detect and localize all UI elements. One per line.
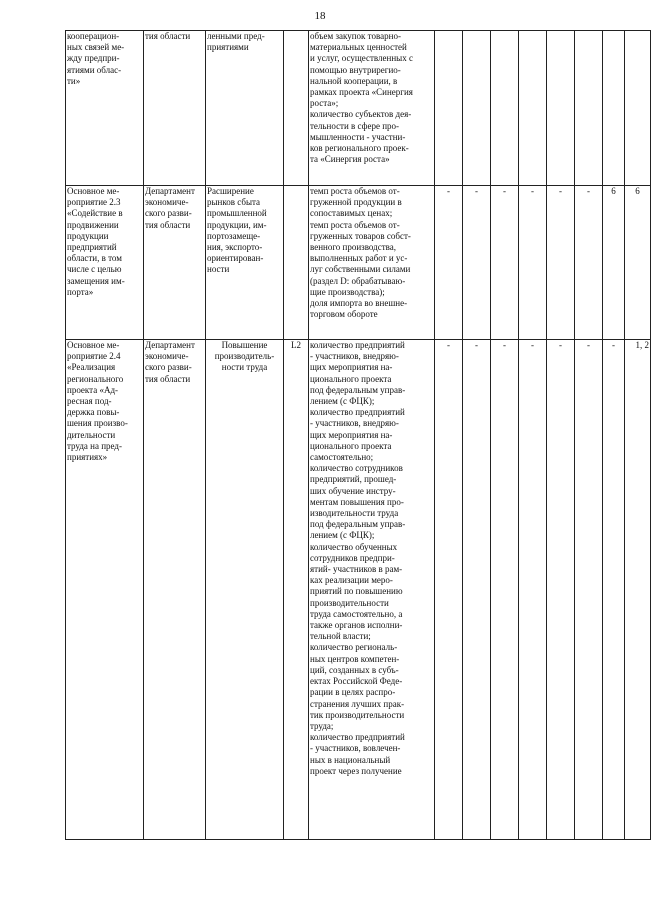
value-cell: - [575, 186, 603, 340]
value-cell [435, 31, 463, 186]
value-cell: - [547, 340, 575, 840]
direction-cell: Расширение рынков сбыта промышленной продукции, им- портозамеще- ния, экспорто- ориентирован- ности [206, 186, 284, 340]
table-row [66, 31, 651, 186]
value-cell: - [603, 340, 625, 840]
code-cell [284, 31, 309, 186]
value-cell: - [435, 186, 463, 340]
measure-name-cell: Основное ме- роприятие 2.3 «Содействие в продвижении продукции предприятий области, в том числе с целью замещения им- порта» [66, 186, 144, 340]
indicators-cell: темп роста объемов от- груженной продукции в сопоставимых ценах; темп роста объемов от- груженных товаров собст- венного производства, выполненных работ и ус- луг собственными силами (раздел D: обрабатываю- щие производства); доля импорта во внешне- торговом обороте [309, 186, 435, 340]
measure-name-cell: кооперацион- ных связей ме- жду предпри- ятиями облас- ти» [66, 31, 144, 186]
table-row [66, 340, 651, 840]
measure-name-cell: Основное ме- роприятие 2.4 «Реализация регионального проекта «Ад- ресная под- держка повы- шения произво- дительности труда на пред- приятиях» [66, 340, 144, 840]
value-cell [491, 31, 519, 186]
value-cell: - [463, 340, 491, 840]
code-cell [284, 186, 309, 340]
value-cell [547, 31, 575, 186]
page-number: 18 [314, 10, 326, 22]
executor-cell: Департамент экономиче- ского разви- тия области [144, 340, 206, 840]
indicators-cell: количество предприятий - участников, внедряю- щих мероприятия на- ционального проекта под федеральным управ- лением (с ФЦК); количество предприятий - участников, внедряю- щих мероприятия на- ционального проекта самостоятельно; количество сотрудников предприятий, прошед- ших обучение инстру- ментам повышения про- изводительности труда под федеральным управ- лением (с ФЦК); количество обученных сотрудников предпри- ятий- участников в рам- ках реализации меро- приятий по повышению производительности труда самостоятельно, а также органов исполни- тельной власти; количество региональ- ных центров компетен- ций, созданных в субъ- ектах Российской Феде- рации в целях распро- странения лучших прак- тик производительности труда; количество предприятий - участников, вовлечен- ных в национальный проект через получение [309, 340, 435, 840]
value-cell: - [519, 340, 547, 840]
executor-cell: тия области [144, 31, 206, 186]
value-cell: - [491, 340, 519, 840]
value-cell [575, 31, 603, 186]
table-row [66, 186, 651, 340]
value-cell: - [547, 186, 575, 340]
indicators-cell: объем закупок товарно- материальных ценностей и услуг, осуществленных с помощью внутрирегио- нальной кооперации, в рамках проекта «Синергия роста»; количество субъектов дея- тельности в сфере про- мышленности - участни- ков регионального проек- та «Синергия роста» [309, 31, 435, 186]
direction-cell: Повышение производитель- ности труда [206, 340, 284, 840]
value-cell: - [519, 186, 547, 340]
value-cell: 6 [603, 186, 625, 340]
direction-cell: ленными пред- приятиями [206, 31, 284, 186]
value-cell: - [491, 186, 519, 340]
value-cell: 1, 2 [625, 340, 651, 840]
value-cell: - [575, 340, 603, 840]
executor-cell: Департамент экономиче- ского разви- тия области [144, 186, 206, 340]
value-cell [603, 31, 625, 186]
value-cell [519, 31, 547, 186]
measures-table [65, 30, 651, 840]
value-cell [463, 31, 491, 186]
code-cell: L2 [284, 340, 309, 840]
value-cell [625, 31, 651, 186]
value-cell: 6 [625, 186, 651, 340]
value-cell: - [435, 340, 463, 840]
value-cell: - [463, 186, 491, 340]
